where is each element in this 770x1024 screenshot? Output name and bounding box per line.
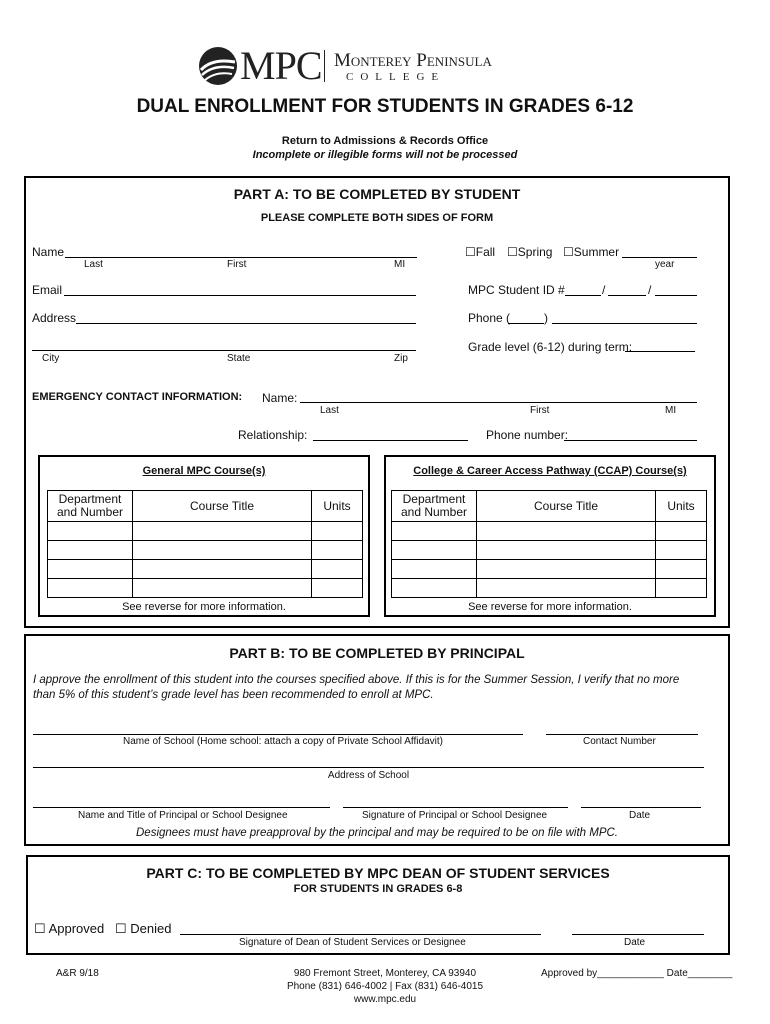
- term-spring-option[interactable]: [507, 245, 552, 259]
- contact-number-field[interactable]: [546, 734, 698, 735]
- em-last-caption: Last: [320, 405, 339, 416]
- principal-name-caption: Name and Title of Principal or School Designee: [78, 810, 288, 821]
- emergency-name-label: Name:: [262, 391, 298, 405]
- phone-label: Phone (: [468, 311, 511, 325]
- table-row: [392, 560, 707, 579]
- relationship-field[interactable]: [313, 440, 468, 441]
- principal-date-field[interactable]: [581, 807, 701, 808]
- logo-divider: [324, 50, 325, 82]
- year-field[interactable]: [622, 257, 697, 258]
- relationship-label: Relationship:: [238, 428, 308, 442]
- last-name-caption: Last: [84, 259, 103, 270]
- school-address-caption: Address of School: [327, 770, 410, 781]
- logo-name-line1: Monterey Peninsula: [334, 50, 492, 71]
- email-label: Email: [32, 283, 63, 297]
- principal-date-caption: Date: [629, 810, 651, 821]
- spring-label: Spring: [517, 245, 553, 259]
- table-row: [48, 522, 363, 541]
- logo-name-line2: COLLEGE: [346, 71, 446, 83]
- student-id-label: MPC Student ID #: [468, 283, 565, 297]
- part-a-subheading: PLEASE COMPLETE BOTH SIDES OF FORM: [260, 212, 494, 224]
- principal-signature-field[interactable]: [343, 807, 568, 808]
- name-label: Name: [32, 245, 65, 259]
- city-caption: City: [42, 353, 60, 364]
- approved-by-line: Approved by____________ Date________: [541, 968, 733, 979]
- table-row: [48, 541, 363, 560]
- phone-number-field[interactable]: [564, 440, 697, 441]
- state-caption: State: [227, 353, 251, 364]
- form-code: A&R 9/18: [56, 968, 99, 979]
- principal-name-field[interactable]: [33, 807, 330, 808]
- approved-checkbox[interactable]: ☐: [34, 921, 46, 936]
- gen-col-units: Units: [312, 491, 363, 522]
- dean-signature-field[interactable]: [180, 934, 541, 935]
- term-summer-option[interactable]: [563, 245, 619, 259]
- mi-caption: MI: [394, 259, 406, 270]
- part-c-heading: PART C: TO BE COMPLETED BY MPC DEAN OF STUDENT SERVICES: [146, 865, 610, 881]
- general-courses-footer: See reverse for more information.: [122, 601, 286, 613]
- dean-date-field[interactable]: [572, 934, 704, 935]
- principal-signature-caption: Signature of Principal or School Designee: [362, 810, 548, 821]
- first-name-caption: First: [227, 259, 247, 270]
- spring-checkbox[interactable]: ☐: [507, 245, 518, 259]
- ccap-courses-title: College & Career Access Pathway (CCAP) Course(s): [413, 465, 687, 477]
- emergency-name-field[interactable]: [300, 402, 697, 403]
- year-caption: year: [655, 259, 675, 270]
- gen-col-dept: Department and Number: [48, 491, 133, 522]
- address-label: Address: [32, 311, 77, 325]
- table-row: [48, 560, 363, 579]
- em-first-caption: First: [530, 405, 550, 416]
- summer-label: Summer: [573, 245, 620, 259]
- email-field[interactable]: [64, 295, 416, 296]
- phone-paren-close: ): [544, 311, 548, 325]
- phone-number-label: Phone number:: [486, 428, 569, 442]
- emergency-contact-label: EMERGENCY CONTACT INFORMATION:: [32, 391, 243, 403]
- form-title: DUAL ENROLLMENT FOR STUDENTS IN GRADES 6-12: [136, 96, 634, 117]
- ccap-col-units: Units: [656, 491, 707, 522]
- phone-field[interactable]: [552, 323, 697, 324]
- school-address-field[interactable]: [33, 767, 704, 768]
- term-fall-option[interactable]: [465, 245, 495, 259]
- ccap-courses-footer: See reverse for more information.: [468, 601, 632, 613]
- denied-option[interactable]: [115, 921, 171, 937]
- approved-label: Approved: [48, 921, 105, 936]
- ccap-col-title: Course Title: [477, 491, 656, 522]
- area-code-field[interactable]: [508, 323, 544, 324]
- city-state-zip-field[interactable]: [32, 350, 416, 351]
- ccap-col-dept: Department and Number: [392, 491, 477, 522]
- approved-option[interactable]: [34, 921, 104, 937]
- table-row: [48, 579, 363, 598]
- illegible-note: Incomplete or illegible forms will not be processed: [252, 149, 518, 161]
- college-logo: [196, 44, 556, 92]
- gen-col-title: Course Title: [133, 491, 312, 522]
- student-id-sep1: /: [602, 283, 606, 297]
- grade-level-label: Grade level (6-12) during term:: [468, 340, 633, 354]
- em-mi-caption: MI: [665, 405, 677, 416]
- part-a-heading: PART A: TO BE COMPLETED BY STUDENT: [233, 186, 521, 202]
- address-field[interactable]: [76, 323, 416, 324]
- denied-checkbox[interactable]: ☐: [115, 921, 127, 936]
- student-id-part2[interactable]: [608, 295, 646, 296]
- student-id-part3[interactable]: [655, 295, 697, 296]
- dean-date-caption: Date: [624, 937, 646, 948]
- grade-level-field[interactable]: [625, 351, 695, 352]
- general-courses-title: General MPC Course(s): [142, 465, 266, 477]
- designee-note: Designees must have preapproval by the principal and may be required to be on file with MPC.: [136, 827, 618, 839]
- denied-label: Denied: [130, 921, 172, 936]
- student-id-part1[interactable]: [565, 295, 601, 296]
- table-row: [392, 522, 707, 541]
- part-c-subheading: FOR STUDENTS IN GRADES 6-8: [293, 883, 463, 895]
- principal-statement-line2: than 5% of this student’s grade level has been recommended to enroll at MPC.: [33, 689, 434, 701]
- return-instructions: Return to Admissions & Records Office: [281, 135, 489, 147]
- table-row: [392, 579, 707, 598]
- contact-number-caption: Contact Number: [583, 736, 656, 747]
- part-b-heading: PART B: TO BE COMPLETED BY PRINCIPAL: [229, 645, 525, 661]
- summer-checkbox[interactable]: ☐: [563, 245, 574, 259]
- footer-website[interactable]: www.mpc.edu: [353, 994, 417, 1005]
- general-courses-table: [47, 490, 363, 598]
- name-field[interactable]: [65, 257, 417, 258]
- principal-statement-line1: I approve the enrollment of this student into the courses specified above. If this is for the Summer Session, I verify that no more: [33, 674, 680, 686]
- ccap-courses-table: [391, 490, 707, 598]
- fall-checkbox[interactable]: ☐: [465, 245, 476, 259]
- school-name-caption: Name of School (Home school: attach a copy of Private School Affidavit): [123, 736, 443, 747]
- fall-label: Fall: [475, 245, 496, 259]
- student-id-sep2: /: [648, 283, 652, 297]
- dean-signature-caption: Signature of Dean of Student Services or Designee: [239, 937, 466, 948]
- mpc-wave-icon: [198, 46, 238, 86]
- zip-caption: Zip: [394, 353, 408, 364]
- logo-mpc-text: MPC: [240, 43, 322, 88]
- footer-address: 980 Fremont Street, Monterey, CA 93940: [293, 968, 477, 979]
- school-name-field[interactable]: [33, 734, 523, 735]
- table-row: [392, 541, 707, 560]
- footer-phone: Phone (831) 646-4002 | Fax (831) 646-4015: [286, 981, 484, 992]
